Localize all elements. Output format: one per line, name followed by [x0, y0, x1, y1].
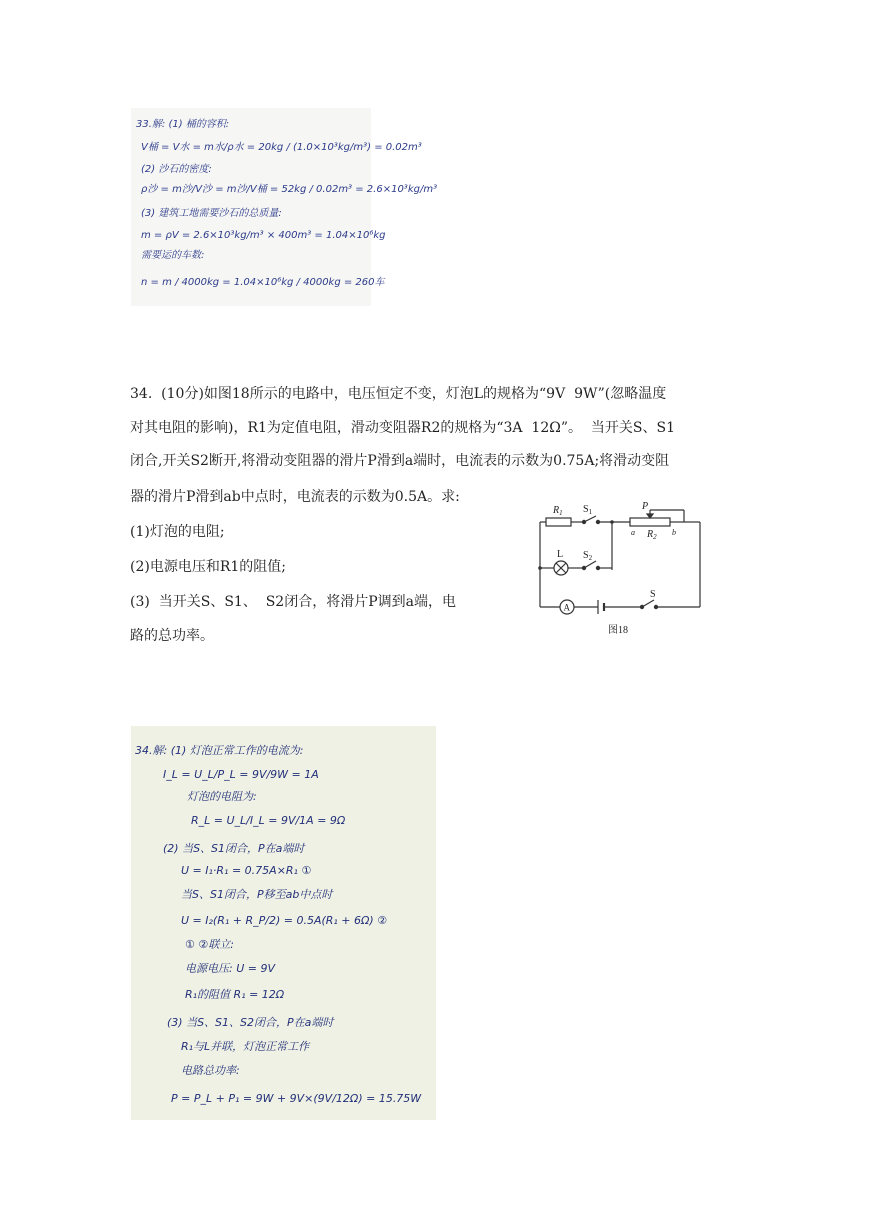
- sol34-line: 电路总功率:: [181, 1064, 240, 1077]
- sol34-line: R₁的阻值 R₁ = 12Ω: [185, 988, 285, 1001]
- sol34-line: U = I₂(R₁ + R_P/2) = 0.5A(R₁ + 6Ω) ②: [181, 914, 388, 927]
- sol34-line: 34.解: (1) 灯泡正常工作的电流为:: [135, 744, 304, 757]
- sol33-line: (3) 建筑工地需要沙石的总质量:: [141, 208, 282, 219]
- solution-34-image: [131, 726, 436, 1120]
- circuit-diagram-figure-18: [526, 500, 716, 640]
- switch-s1-blade: [584, 516, 596, 522]
- solution-33-image: [131, 108, 438, 306]
- sol34-line: R_L = U_L/I_L = 9V/1A = 9Ω: [191, 814, 346, 827]
- sol33-line: 需要运的车数:: [141, 250, 205, 261]
- sol34-line: 当S、S1闭合，P移至ab中点时: [181, 888, 333, 901]
- question-2: (2)电源电压和R1的阻值;: [130, 559, 286, 575]
- label-p: P: [642, 501, 649, 512]
- switch-s2-blade: [584, 561, 596, 568]
- sol34-line: (3) 当S、S1、S2闭合，P在a端时: [167, 1016, 334, 1029]
- resistor-r1: [546, 518, 571, 526]
- sol34-line: R₁与L并联，灯泡正常工作: [181, 1040, 310, 1053]
- problem-34-line: 闭合,开关S2断开,将滑动变阻器的滑片P滑到a端时，电流表的示数为0.75A;将滑动变阻: [130, 453, 670, 469]
- label-ammeter: A: [563, 602, 570, 613]
- sol33-line: (2) 沙石的密度:: [141, 164, 212, 175]
- label-s1: $S_1$: [583, 504, 593, 516]
- label-s: S: [650, 589, 656, 600]
- question-3: (3) 当开关S、S1、 S2闭合，将滑片P调到a端，电: [130, 594, 456, 610]
- sol33-line: V桶 = V水 = m水/ρ水 = 20kg / (1.0×10³kg/m³) = 0.02m³: [141, 142, 422, 153]
- problem-34-line: 器的滑片P滑到ab中点时，电流表的示数为0.5A。求:: [130, 489, 460, 505]
- sol34-line: 灯泡的电阻为:: [187, 790, 257, 803]
- sol34-line: (2) 当S、S1闭合，P在a端时: [163, 842, 305, 855]
- label-l: L: [557, 549, 564, 560]
- sol33-line: ρ沙 = m沙/V沙 = m沙/V桶 = 52kg / 0.02m³ = 2.6×10³kg/m³: [141, 184, 438, 195]
- label-r1: $R_1$: [553, 505, 563, 517]
- sol34-line: ① ②联立:: [185, 938, 234, 951]
- label-b: b: [672, 528, 676, 537]
- junction-dot: [538, 566, 542, 570]
- sol33-line: n = m / 4000kg = 1.04×10⁶kg / 4000kg = 260车: [141, 277, 385, 288]
- question-3-continued: 路的总功率。: [130, 628, 214, 644]
- rheostat-r2: [630, 518, 670, 526]
- question-1: (1)灯泡的电阻;: [130, 524, 225, 540]
- problem-34-line: 对其电阻的影响)，R1为定值电阻，滑动变阻器R2的规格为“3A 12Ω”。 当开关S、S1: [130, 420, 676, 436]
- sol34-line: U = I₁·R₁ = 0.75A×R₁ ①: [181, 864, 312, 877]
- junction-dot: [610, 520, 614, 524]
- sol33-line: 33.解: (1) 桶的容积:: [136, 119, 230, 130]
- switch-s-blade: [642, 600, 654, 607]
- problem-34-line: 34. (10分)如图18所示的电路中，电压恒定不变，灯泡L的规格为“9V 9W”(忽略温度: [130, 386, 667, 402]
- label-s2: $S_2$: [583, 550, 593, 562]
- label-a: a: [631, 528, 635, 537]
- sol34-line: P = P_L + P₁ = 9W + 9V×(9V/12Ω) = 15.75W: [171, 1092, 422, 1105]
- sol34-line: 电源电压: U = 9V: [185, 962, 275, 975]
- sol34-line: I_L = U_L/P_L = 9V/9W = 1A: [163, 768, 319, 781]
- figure-caption: 图18: [608, 625, 628, 636]
- label-r2: $R_2$: [647, 529, 657, 541]
- sol33-line: m = ρV = 2.6×10³kg/m³ × 400m³ = 1.04×10⁶kg: [141, 230, 386, 241]
